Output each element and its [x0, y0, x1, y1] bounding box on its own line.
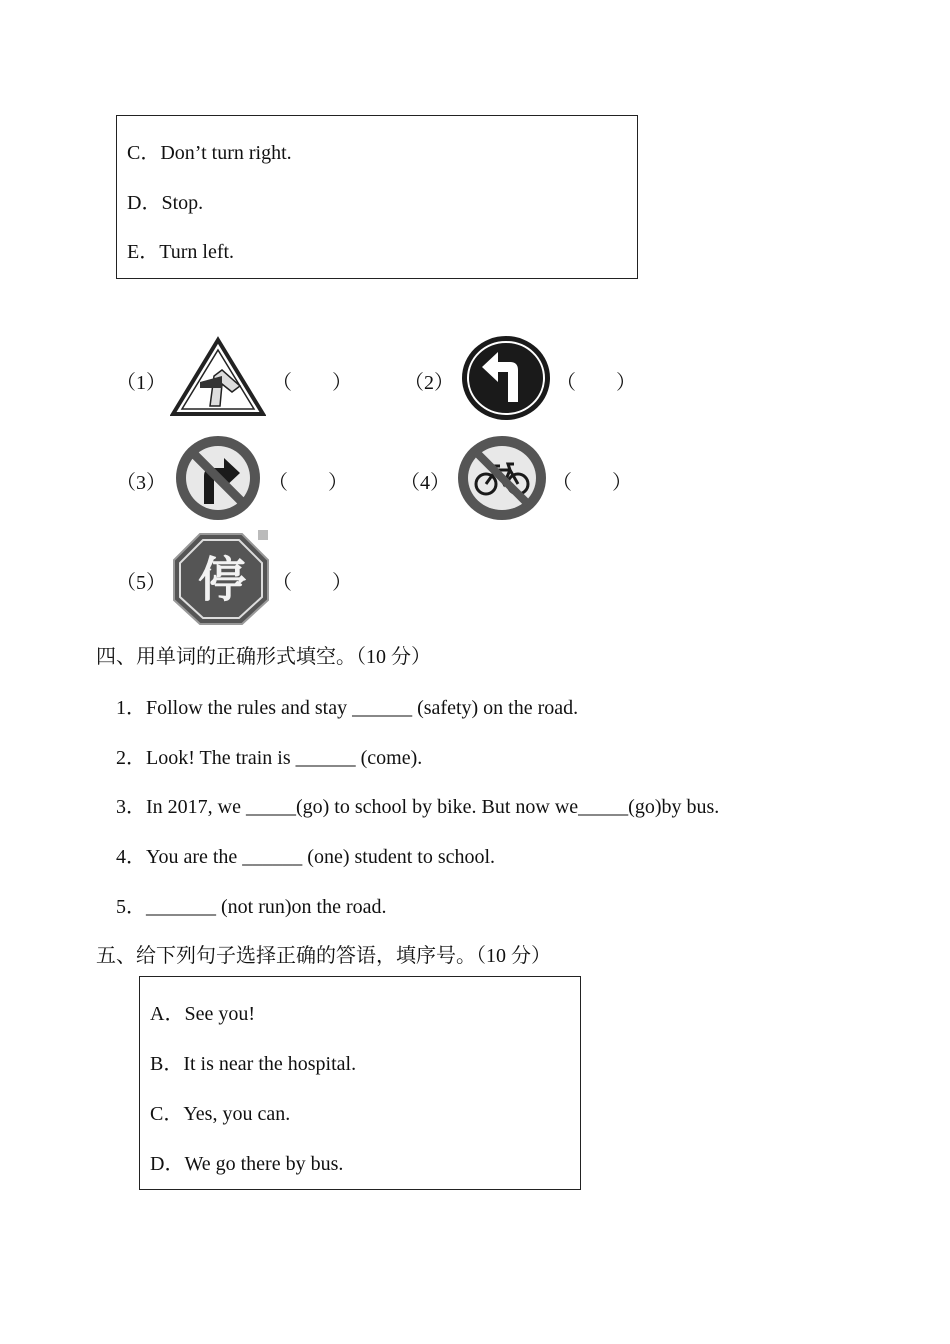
options-box-1: [116, 115, 638, 279]
stop-sign-icon: [172, 530, 270, 626]
sign-number-3: （3）: [116, 472, 166, 494]
section-4-heading: 四、用单词的正确形式填空。（10 分）: [96, 644, 431, 668]
fill-question-1: 1．Follow the rules and stay ______ (safety) on the road.: [116, 697, 579, 719]
section-5-heading: 五、给下列句子选择正确的答语，填序号。（10 分）: [96, 943, 551, 967]
option-a: A．See you!: [150, 1003, 255, 1025]
stop-sign-char: 停: [197, 552, 247, 608]
option-b: B．It is near the hospital.: [150, 1053, 357, 1075]
option-e: E．Turn left.: [127, 241, 235, 263]
fill-question-2: 2．Look! The train is ______ (come).: [116, 747, 423, 769]
answer-blank-1[interactable]: （ ）: [272, 372, 352, 394]
answer-blank-2[interactable]: （ ）: [556, 372, 636, 394]
option-c-2: C．Yes, you can.: [150, 1103, 291, 1125]
option-d-2: D．We go there by bus.: [150, 1153, 344, 1175]
option-d: D．Stop.: [127, 192, 204, 214]
sign-number-1: （1）: [116, 372, 166, 394]
no-bicycle-sign-icon: [456, 434, 548, 522]
options-box-2: [139, 976, 581, 1190]
fill-question-3: 3．In 2017, we _____(go) to school by bike. But now we_____(go)by bus.: [116, 796, 720, 818]
no-right-turn-sign-icon: [174, 434, 262, 522]
sign-number-2: （2）: [404, 372, 454, 394]
answer-blank-4[interactable]: （ ）: [552, 472, 632, 494]
sign-number-5: （5）: [116, 572, 166, 594]
fill-question-5: 5．_______ (not run)on the road.: [116, 896, 387, 918]
sign-number-4: （4）: [400, 472, 450, 494]
fill-question-4: 4．You are the ______ (one) student to school.: [116, 846, 496, 868]
warning-triangle-icon: [170, 336, 266, 418]
answer-blank-3[interactable]: （ ）: [268, 472, 348, 494]
answer-blank-5[interactable]: （ ）: [272, 572, 352, 594]
option-c: C．Don’t turn right.: [127, 142, 292, 164]
turn-left-sign-icon: [460, 334, 552, 422]
